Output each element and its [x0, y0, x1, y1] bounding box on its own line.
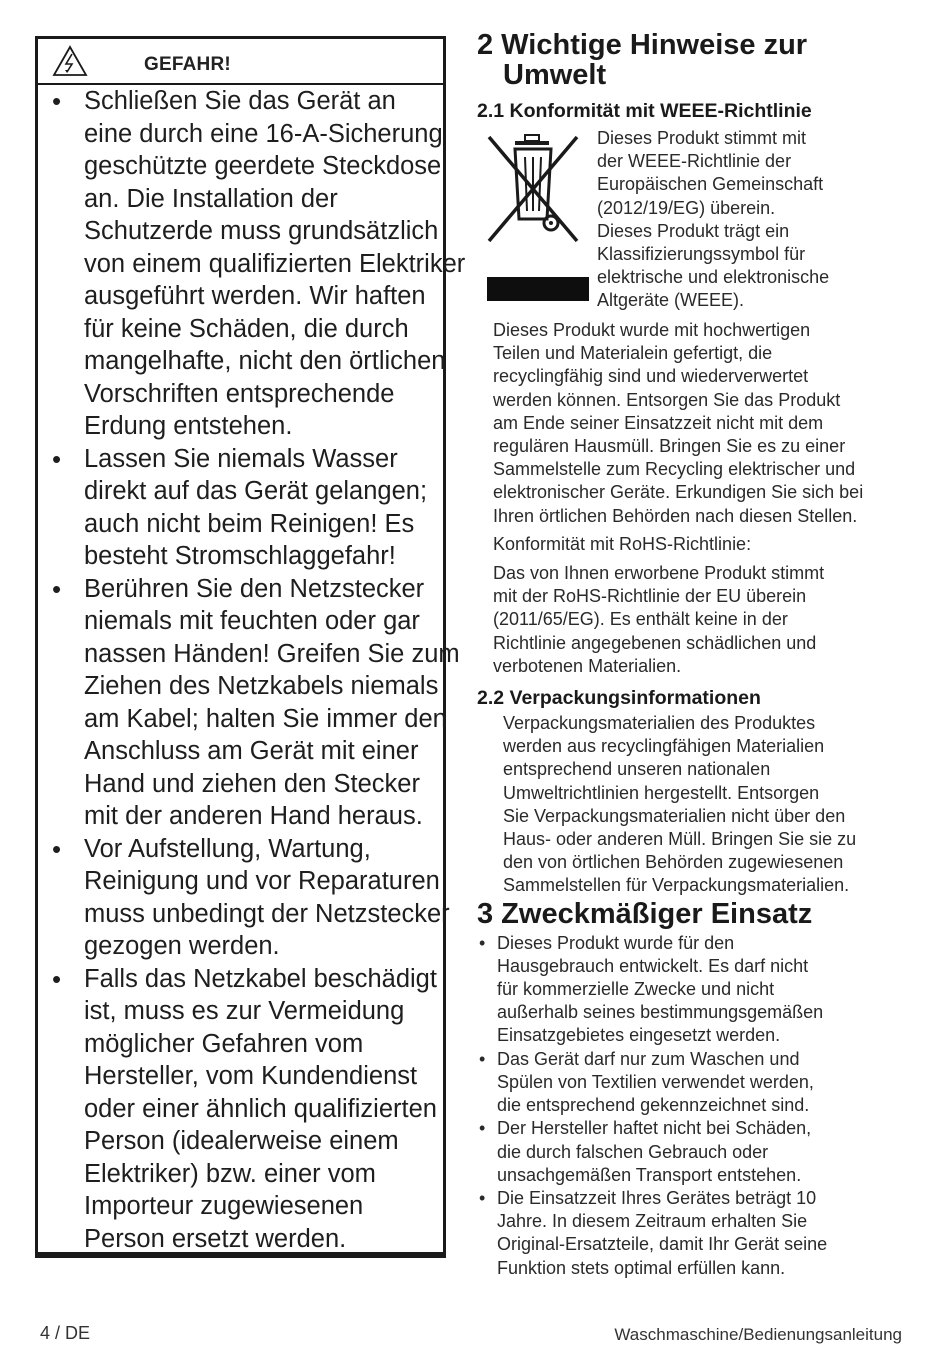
text-line: • Falls das Netzkabel beschädigt [84, 964, 437, 993]
text-line: Jahre. In diesem Zeitraum erhalten Sie [497, 1211, 808, 1232]
text-line: Hand und ziehen den Stecker [84, 769, 420, 798]
text-line: nassen Händen! Greifen Sie zum [84, 639, 460, 668]
text-line: • Dieses Produkt wurde für den [497, 932, 735, 953]
text-line: Altgeräte (WEEE). [597, 290, 745, 311]
text-line: • Vor Aufstellung, Wartung, [84, 834, 371, 863]
text-line: Spülen von Textilien verwendet werden, [497, 1071, 814, 1092]
text-line: oder einer ähnlich qualifizierten [84, 1094, 437, 1123]
text-line: Hausgebrauch entwickelt. Es darf nicht [497, 955, 809, 976]
text-line: mit der RoHS-Richtlinie der EU überein [493, 586, 807, 607]
text-line: Erdung entstehen. [84, 412, 293, 440]
text-line: regulären Hausmüll. Bringen Sie es zu einer [493, 436, 846, 457]
text-line: ausgeführt werden. Wir haften [84, 282, 426, 310]
text-line: Ihren örtlichen Behörden nach diesen Stellen. [493, 505, 858, 526]
text-line: mit der anderen Hand heraus. [84, 802, 423, 830]
text-line: geschützte geerdete Steckdose [84, 152, 442, 180]
danger-item [38, 573, 460, 833]
text-line: Einsatzgebietes eingesetzt werden. [497, 1025, 781, 1046]
weee-black-bar [487, 277, 589, 301]
text-line: verbotenen Materialien. [493, 655, 682, 676]
text-line: Vorschriften entsprechende [84, 379, 395, 408]
crossed-bin-icon [485, 131, 581, 247]
text-line: Dieses Produkt wurde mit hochwertigen [493, 320, 811, 340]
section2-title-line2: Umwelt [503, 59, 607, 91]
text-line: Reinigung und vor Reparaturen [84, 867, 440, 895]
text-line: elektrische und elektronische [597, 267, 830, 288]
text-line: • Die Einsatzzeit Ihres Gerätes beträgt 10 [497, 1187, 817, 1208]
text-line: muss unbedingt der Netzstecker [84, 899, 450, 928]
text-line: Original-Ersatzteile, damit Ihr Gerät seine [497, 1234, 828, 1255]
usage-item [477, 1187, 907, 1280]
text-line: Europäischen Gemeinschaft [597, 174, 824, 195]
text-line: Umweltrichtlinien hergestellt. Entsorgen [503, 782, 820, 803]
rohs-title: Konformität mit RoHS-Richtlinie: [493, 533, 752, 554]
text-line: besteht Stromschlaggefahr! [84, 542, 396, 570]
text-line: Sammelstellen für Verpackungsmaterialien. [503, 875, 850, 896]
text-line: Importeur zugewiesenen [84, 1192, 364, 1220]
electric-warning-icon [52, 45, 88, 77]
text-line: Anschluss am Gerät mit einer [84, 737, 419, 765]
text-line: • Der Hersteller haftet nicht bei Schäden, [497, 1118, 812, 1139]
text-line: gezogen werden. [84, 932, 280, 960]
danger-item [38, 443, 443, 573]
text-line: Haus- oder anderen Müll. Bringen Sie sie zu [503, 829, 857, 850]
text-line: Person ersetzt werden. [84, 1224, 347, 1253]
page-number: 4 / DE [40, 1323, 91, 1343]
usage-item [477, 1048, 907, 1118]
text-line: unsachgemäßen Transport entstehen. [497, 1164, 802, 1185]
text-line: (2012/19/EG) überein. [597, 197, 776, 218]
subsection-packaging-title: 2.2 Verpackungsinformationen [477, 687, 761, 710]
text-line: Hersteller, vom Kundendienst [84, 1062, 418, 1090]
text-line: Dieses Produkt trägt ein [597, 220, 790, 241]
text-line: ist, muss es zur Vermeidung [84, 997, 405, 1025]
text-line: • Das Gerät darf nur zum Waschen und [497, 1048, 800, 1069]
rohs-paragraph [493, 562, 907, 678]
text-line: Teilen und Materialein gefertigt, die [493, 343, 773, 364]
text-line: mangelhafte, nicht den örtlichen [84, 347, 446, 375]
text-line: Richtlinie angegebenen schädlichen und [493, 632, 817, 653]
text-line: Funktion stets optimal erfüllen kann. [497, 1257, 786, 1278]
text-line: von einem qualifizierten Elektriker [84, 249, 466, 278]
section2-title [477, 30, 907, 90]
section3-title: 3 Zweckmäßiger Einsatz [477, 897, 813, 930]
text-line: • Schließen Sie das Gerät an [84, 87, 396, 115]
text-line: an. Die Installation der [84, 184, 338, 213]
text-line: recyclingfähig sind und wiederverwertet [493, 366, 809, 387]
text-line: Das von Ihnen erworbene Produkt stimmt [493, 563, 825, 584]
usage-item [477, 932, 907, 1048]
packaging-paragraph [503, 712, 907, 898]
text-line: am Ende seiner Einsatzzeit nicht mit dem [493, 412, 824, 433]
text-line: für kommerzielle Zwecke und nicht [497, 979, 775, 1000]
text-line: der WEEE-Richtlinie der [597, 151, 792, 172]
text-line: Schutzerde muss grundsätzlich [84, 217, 439, 245]
danger-title: GEFAHR! [144, 54, 231, 75]
text-line: am Kabel; halten Sie immer den [84, 704, 447, 733]
text-line: Person (idealerweise einem [84, 1127, 399, 1155]
usage-item [477, 1117, 907, 1187]
text-line: außerhalb seines bestimmungsgemäßen [497, 1002, 824, 1023]
danger-item [38, 963, 443, 1256]
weee-text [597, 127, 829, 313]
text-line: für keine Schäden, die durch [84, 314, 409, 343]
text-line: (2011/65/EG). Es enthält keine in der [493, 609, 788, 630]
weee-paragraph [493, 319, 907, 528]
text-line: die durch falschen Gebrauch oder [497, 1141, 769, 1162]
text-line: den von örtlichen Behörden zugewiesenen [503, 852, 844, 873]
text-line: entsprechend unseren nationalen [503, 759, 771, 780]
danger-list [38, 85, 466, 1255]
danger-item [38, 833, 450, 963]
text-line: Klassifizierungssymbol für [597, 244, 806, 265]
text-line: die entsprechend gekennzeichnet sind. [497, 1095, 810, 1116]
text-line: Sammelstelle zum Recycling elektrischer und [493, 459, 856, 480]
text-line: niemals mit feuchten oder gar [84, 607, 420, 635]
weee-block [477, 127, 907, 319]
danger-box [35, 36, 466, 1258]
text-line: Dieses Produkt stimmt mit [597, 128, 807, 148]
usage-list [477, 932, 907, 1280]
text-line: Ziehen des Netzkabels niemals [84, 672, 439, 700]
document-title: Waschmaschine/Bedienungsanleitung [614, 1325, 902, 1344]
subsection-weee-title: 2.1 Konformität mit WEEE-Richtlinie [477, 100, 812, 122]
text-line: möglicher Gefahren vom [84, 1029, 364, 1058]
text-line: direkt auf das Gerät gelangen; [84, 477, 428, 505]
text-line: • Berühren Sie den Netzstecker [84, 574, 425, 603]
text-line: • Lassen Sie niemals Wasser [84, 444, 398, 473]
text-line: elektronischer Geräte. Erkundigen Sie sich bei [493, 482, 864, 503]
text-line: Sie Verpackungsmaterialien nicht über den [503, 805, 846, 826]
text-line: auch nicht beim Reinigen! Es [84, 509, 415, 538]
danger-item [38, 85, 466, 443]
danger-header [38, 39, 443, 85]
text-line: Elektriker) bzw. einer vom [84, 1159, 376, 1188]
text-line: werden können. Entsorgen Sie das Produkt [493, 389, 841, 410]
text-line: Verpackungsmaterialien des Produktes [503, 713, 816, 734]
text-line: eine durch eine 16-A-Sicherung [84, 119, 443, 148]
section2-title-line1: 2 Wichtige Hinweise zur [477, 29, 808, 61]
right-column [477, 30, 907, 1280]
text-line: werden aus recyclingfähigen Materialien [503, 736, 825, 757]
